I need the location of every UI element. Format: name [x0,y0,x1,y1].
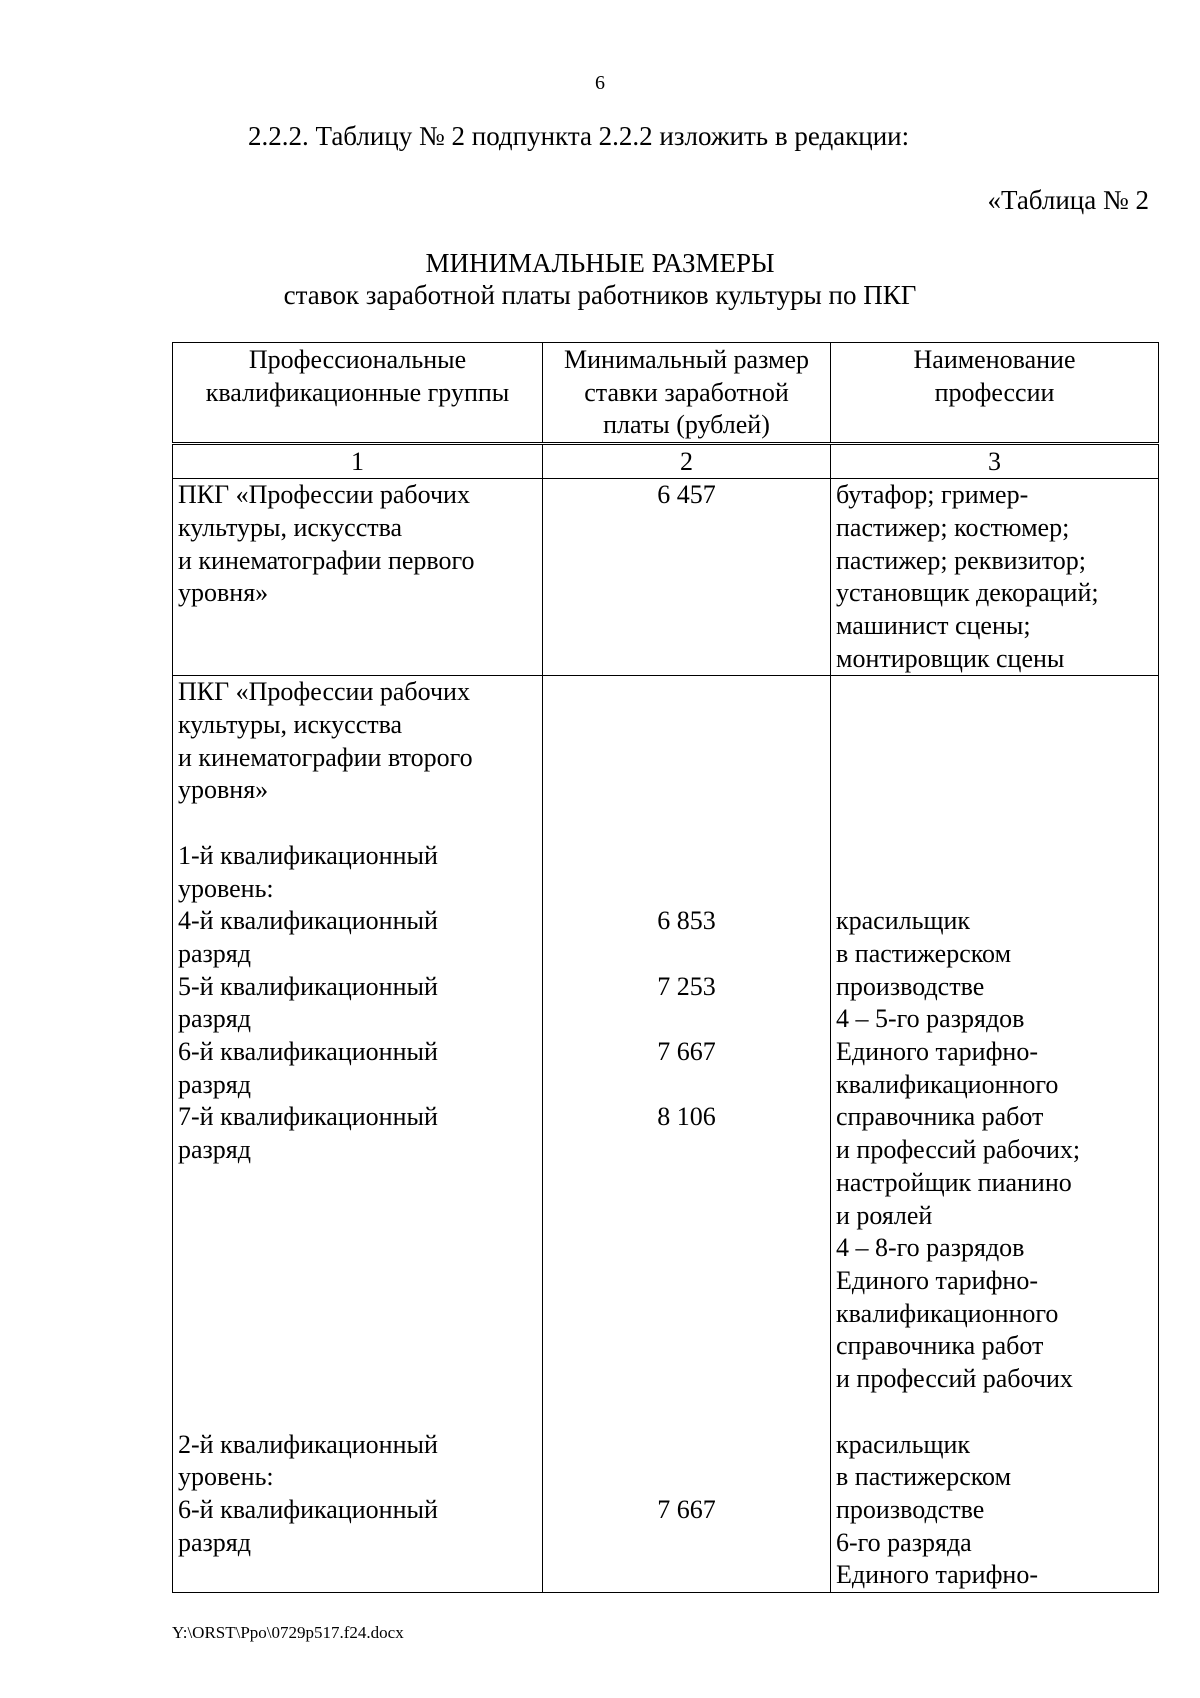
file-path-footer: Y:\ORST\Ppo\0729p517.f24.docx [172,1623,404,1642]
table-subtitle: ставок заработной платы работников культуры по ПКГ [283,280,917,310]
amount-cell: 6 853 7 253 7 667 8 106 7 667 [543,676,831,1593]
table-row [173,479,1159,676]
profession-cell: бутафор; гример- пастижер; костюмер; пастижер; реквизитор; установщик декораций; машинист сцены; монтировщик сцены [831,479,1159,676]
instruction-text: 2.2.2. Таблицу № 2 подпункта 2.2.2 изложить в редакции: [248,121,910,151]
header-cell-amount: Минимальный размер ставки заработной платы (рублей) [543,343,831,444]
rates-table [172,342,1159,1593]
group-cell: ПКГ «Профессии рабочих культуры, искусства и кинематографии первого уровня» [173,479,543,676]
column-number: 1 [173,444,543,479]
table-header-row [173,343,1159,444]
column-number: 3 [831,444,1159,479]
header-cell-profession: Наименование профессии [831,343,1159,444]
header-cell-groups: Профессиональные квалификационные группы [173,343,543,444]
table-title: МИНИМАЛЬНЫЕ РАЗМЕРЫ [425,248,775,278]
column-number: 2 [543,444,831,479]
table-row [173,676,1159,1593]
profession-cell: красильщик в пастижерском производстве 4 – 5-го разрядов Единого тарифно- квалификационного справочника работ и профессий рабочих; настройщик пианино и роялей 4 – 8-го разрядов Единого тарифно- квалификационного справочника работ и профессий рабочих красильщик в пастижерском производстве 6-го разряда Единого тарифно- [831,676,1159,1593]
amount-cell: 6 457 [543,479,831,676]
group-cell: ПКГ «Профессии рабочих культуры, искусства и кинематографии второго уровня» 1-й квалификационный уровень: 4-й квалификационный разряд 5-й квалификационный разряд 6-й квалификационный разряд 7-й квалификационный разряд 2-й квалификационный уровень: 6-й квалификационный разряд [173,676,543,1593]
table-label: «Таблица № 2 [987,185,1149,215]
column-number-row [173,444,1159,479]
table-heading [0,247,1200,311]
page-number: 6 [595,72,605,94]
